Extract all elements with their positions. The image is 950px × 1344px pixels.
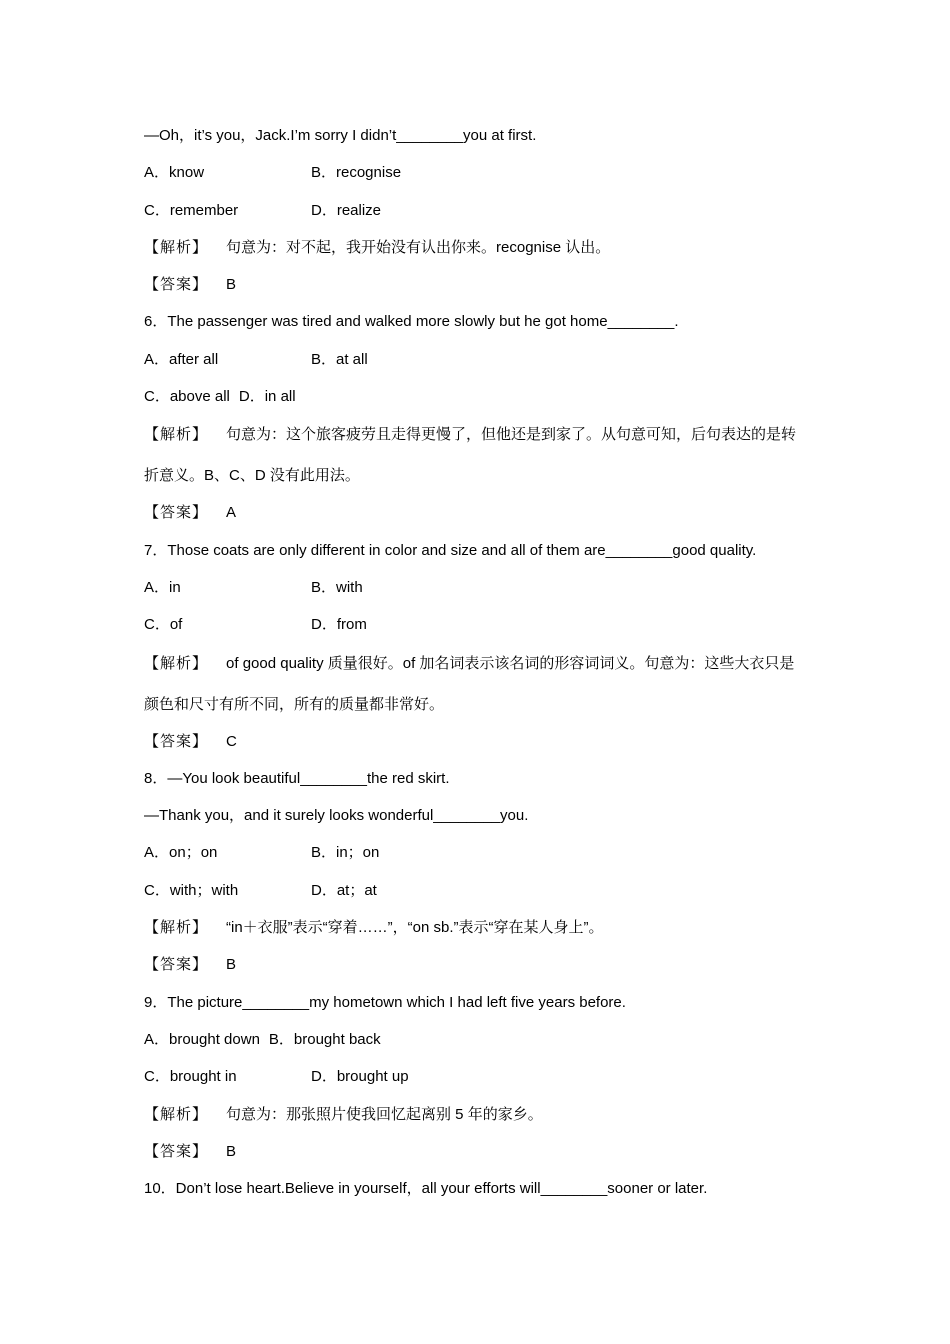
option-right: D．in all <box>238 388 296 406</box>
analysis-text: 句意为：这个旅客疲劳且走得更慢了，但他还是到家了。从句意可知，后句表达的是转折意义。B、C、D 没有此用法。 <box>144 426 797 485</box>
analysis-block <box>144 914 809 942</box>
option-right: B．in；on <box>311 844 380 862</box>
question-line: 9．The picture________my hometown which I had left five years before. <box>144 993 626 1011</box>
analysis-block <box>144 414 809 496</box>
analysis-block <box>144 1101 809 1129</box>
analysis-text: of good quality 质量很好。of 加名词表示该名词的形容词词义。句意为：这些大衣只是颜色和尺寸有所不同，所有的质量都非常好。 <box>144 654 795 713</box>
option-row <box>144 877 809 905</box>
answer-text: B <box>226 956 237 974</box>
answer-text: C <box>226 732 237 750</box>
option-right: D．realize <box>311 201 382 219</box>
question-line: —Thank you，and it surely looks wonderful________you. <box>144 807 529 825</box>
option-left: A．after all <box>144 350 219 368</box>
option-left: C．of <box>144 616 183 634</box>
analysis-block <box>144 234 809 262</box>
answer-block <box>144 499 809 527</box>
analysis-text: “in＋衣服”表示“穿着……”，“on sb.”表示“穿在某人身上”。 <box>226 919 604 937</box>
option-row <box>144 197 809 225</box>
analysis-label: 【解析】 <box>144 1105 209 1123</box>
option-left: C．with；with <box>144 881 239 899</box>
answer-label: 【答案】 <box>144 1142 209 1160</box>
analysis-label: 【解析】 <box>144 654 209 672</box>
option-right: B．recognise <box>311 164 402 182</box>
answer-label: 【答案】 <box>144 732 209 750</box>
option-right: D．at；at <box>311 881 377 899</box>
option-left: C．remember <box>144 201 239 219</box>
option-left: A．in <box>144 578 181 596</box>
option-right: B．brought back <box>268 1030 381 1048</box>
option-right: B．at all <box>311 350 368 368</box>
analysis-text: 句意为：对不起，我开始没有认出你来。recognise 认出。 <box>226 238 611 256</box>
option-row <box>144 1063 809 1091</box>
option-right: D．brought up <box>311 1068 409 1086</box>
option-row <box>144 346 809 374</box>
option-left: A．on；on <box>144 844 218 862</box>
option-left: A．know <box>144 164 205 182</box>
question-line: 10．Don’t lose heart.Believe in yourself，all your efforts will________sooner or later. <box>144 1180 708 1198</box>
exercise-content <box>144 122 809 1212</box>
option-left: C．above all <box>144 388 230 406</box>
option-row <box>144 159 809 187</box>
option-row <box>144 383 809 411</box>
question-line: 8．—You look beautiful________the red skirt. <box>144 769 450 787</box>
answer-text: B <box>226 276 237 294</box>
answer-block <box>144 271 809 299</box>
answer-label: 【答案】 <box>144 276 209 294</box>
option-right: B．with <box>311 578 363 596</box>
analysis-label: 【解析】 <box>144 426 209 444</box>
option-left: A．brought down <box>144 1030 260 1048</box>
answer-text: B <box>226 1142 237 1160</box>
option-right: D．from <box>311 616 367 634</box>
answer-text: A <box>226 504 237 522</box>
question-line: 6．The passenger was tired and walked more slowly but he got home________. <box>144 313 679 331</box>
analysis-block <box>144 643 809 725</box>
option-left: C．brought in <box>144 1068 237 1086</box>
option-row <box>144 574 809 602</box>
answer-block <box>144 1138 809 1166</box>
option-row <box>144 839 809 867</box>
answer-block <box>144 728 809 756</box>
analysis-label: 【解析】 <box>144 238 209 256</box>
question-line: 7．Those coats are only different in color and size and all of them are________good quality. <box>144 541 757 559</box>
analysis-label: 【解析】 <box>144 919 209 937</box>
question-line: —Oh，it’s you，Jack.I’m sorry I didn’t________you at first. <box>144 127 537 144</box>
analysis-text: 句意为：那张照片使我回忆起离别 5 年的家乡。 <box>226 1105 543 1123</box>
answer-block <box>144 951 809 979</box>
option-row <box>144 1026 809 1054</box>
option-row <box>144 611 809 639</box>
answer-label: 【答案】 <box>144 504 209 522</box>
answer-label: 【答案】 <box>144 956 209 974</box>
